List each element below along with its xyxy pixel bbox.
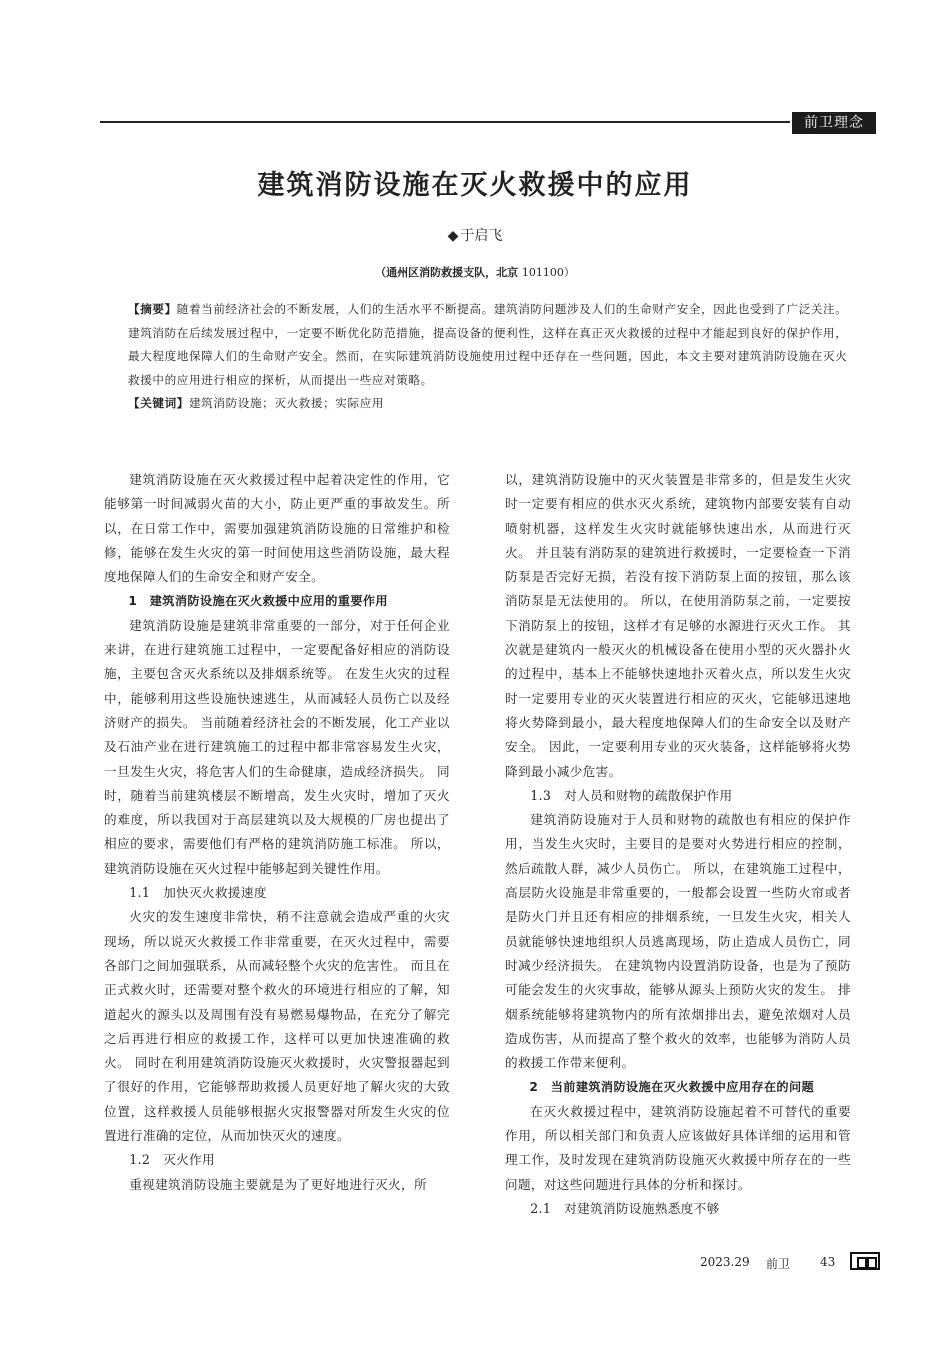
page-footer	[700, 1252, 880, 1276]
left-column	[104, 468, 450, 1197]
body-paragraph: 建筑消防设施在灭火救援过程中起着决定性的作用，它能够第一时间减弱火苗的大小，防止更严重的事故发生。所以，在日常工作中，需要加强建筑消防设施的日常维护和检修，能够在发生火灾的第一时间使用这些消防设施，最大程度地保障人们的生命安全和财产安全。	[104, 472, 450, 585]
affiliation	[0, 264, 950, 280]
affiliation-text: （通州区消防救援支队，北京	[375, 266, 519, 279]
keywords	[128, 392, 854, 416]
subsection-heading: 1.1 加快灭火救援速度	[129, 885, 267, 901]
body-paragraph-continued: 以，建筑消防设施中的灭火装置是非常多的，但是发生火灾时一定要有相应的供水灭火系统，建筑物内部要安装有自动喷射机器，这样发生火灾时就能够快速出水，从而进行灭火。 并且装有消防泵的建筑进行救援时，一定要检查一下消防泵是否完好无损，若没有按下消防泵上面的按钮，那么该消防泵是无法使用的。 所以，在使用消防泵之前，一定要按下消防泵上的按钮，这样才有足够的水源进行灭火工作。 其次就是建筑内一般灭火的机械设备在使用小型的灭火器扑火的过程中，基本上不能够快速地扑灭着火点，所以发生火灾时一定要用专业的灭火装置进行相应的灭火，它能够迅速地将火势降到最小，最大程度地保障人们的生命安全以及财产安全。 因此，一定要利用专业的灭火装备，这样能够将火势降到最小减少危害。	[505, 472, 851, 779]
keywords-text: 建筑消防设施；灭火救援；实际应用	[188, 396, 385, 410]
body-paragraph: 建筑消防设施是建筑非常重要的一部分，对于任何企业来讲，在进行建筑施工过程中，一定要配备好相应的消防设施，主要包含灭火系统以及排烟系统等。 在发生火灾的过程中，能够利用这些设施快速逃生，从而减轻人员伤亡以及经济财产的损失。 当前随着经济社会的不断发展，化工产业以及石油产业在进行建筑施工的过程中都非常容易发生火灾，一旦发生火灾，将危害人们的生命健康，造成经济损失。 同时，随着当前建筑楼层不断增高，发生火灾时，增加了灭火的难度，所以我国对于高层建筑以及大规模的厂房也提出了相应的要求，需要他们有严格的建筑消防施工标准。 所以，建筑消防设施在灭火过程中能够起到关键性作用。	[104, 617, 450, 876]
abstract	[128, 298, 854, 392]
subsection-heading: 1.3 对人员和财物的疏散保护作用	[530, 787, 733, 803]
subsection-heading: 1.2 灭火作用	[129, 1152, 215, 1168]
subsection-heading: 2.1 对建筑消防设施熟悉度不够	[530, 1200, 720, 1216]
section-heading: 1 建筑消防设施在灭火救援中应用的重要作用	[128, 594, 388, 609]
abstract-block	[128, 298, 854, 416]
keywords-label: 【关键词】	[128, 396, 189, 410]
header-rule	[100, 121, 790, 123]
diamond-icon: ◆	[447, 228, 459, 244]
abstract-text: 随着当前经济社会的不断发展，人们的生活水平不断提高。建筑消防问题涉及人们的生命财产安全，因此也受到了广泛关注。建筑消防在后续发展过程中，一定要不断优化防范措施，提高设备的便利性，这样在真正灭火救援的过程中才能起到良好的保护作用，最大程度地保障人们的生命财产安全。然而，在实际建筑消防设施使用过程中还存在一些问题，因此，本文主要对建筑消防设施在灭火救援中的应用进行相应的探析，从而提出一些应对策略。	[128, 302, 848, 387]
journal-logo-icon	[850, 1252, 880, 1270]
article-title: 建筑消防设施在灭火救援中的应用	[257, 170, 693, 201]
abstract-label: 【摘要】	[128, 302, 177, 316]
body-paragraph: 重视建筑消防设施主要就是为了更好地进行灭火，所	[129, 1176, 427, 1192]
page-number: 43	[820, 1255, 836, 1269]
section-heading: 2 当前建筑消防设施在灭火救援中应用存在的问题	[529, 1080, 815, 1095]
body-paragraph: 在灭火救援过程中，建筑消防设施起着不可替代的重要作用，所以相关部门和负责人应该做好具体详细的运用和管理工作，及时发现在建筑消防设施灭火救援中所存在的一些问题，对这些问题进行具体的分析和探讨。	[505, 1103, 851, 1192]
section-tag: 前卫理念	[792, 112, 876, 134]
body-paragraph: 火灾的发生速度非常快，稍不注意就会造成严重的火灾现场，所以说灭火救援工作非常重要，在灭火过程中，需要各部门之间加强联系，从而减轻整个火灾的危害性。 而且在正式救火时，还需要对整个救火的环境进行相应的了解，知道起火的源头以及周围有没有易燃易爆物品，在充分了解完之后再进行相应的救援工作，这样可以更加快速准确的救火。 同时在利用建筑消防设施灭火救援时，火灾警报器起到了很好的作用，它能够帮助救援人员更好地了解火灾的大致位置，这样救援人员能够根据火灾报警器对所发生火灾的位置进行准确的定位，从而加快灭火的速度。	[104, 909, 450, 1144]
author-name: 于启飞	[460, 228, 503, 244]
affiliation-zip: 101100）	[521, 266, 575, 279]
right-column	[505, 468, 851, 1221]
journal-name: 前卫	[766, 1257, 791, 1271]
author-line	[0, 225, 950, 245]
issue-number: 2023.29	[700, 1255, 750, 1269]
body-paragraph: 建筑消防设施对于人员和财物的疏散也有相应的保护作用，当发生火灾时，主要目的是要对火势进行相应的控制，然后疏散人群，减少人员伤亡。 所以，在建筑施工过程中，高层防火设施是非常重要的，一般都会设置一些防火帘或者是防火门并且还有相应的排烟系统，一旦发生火灾，相关人员就能够快速地组织人员逃离现场，防止造成人员伤亡，同时减少经济损失。 在建筑物内设置消防设备，也是为了预防可能会发生的火灾事故，能够从源头上预防火灾的发生。 排烟系统能够将建筑物内的所有浓烟排出去，避免浓烟对人员造成伤害，从而提高了整个救火的效率，也能够为消防人员的救援工作带来便利。	[505, 812, 851, 1071]
